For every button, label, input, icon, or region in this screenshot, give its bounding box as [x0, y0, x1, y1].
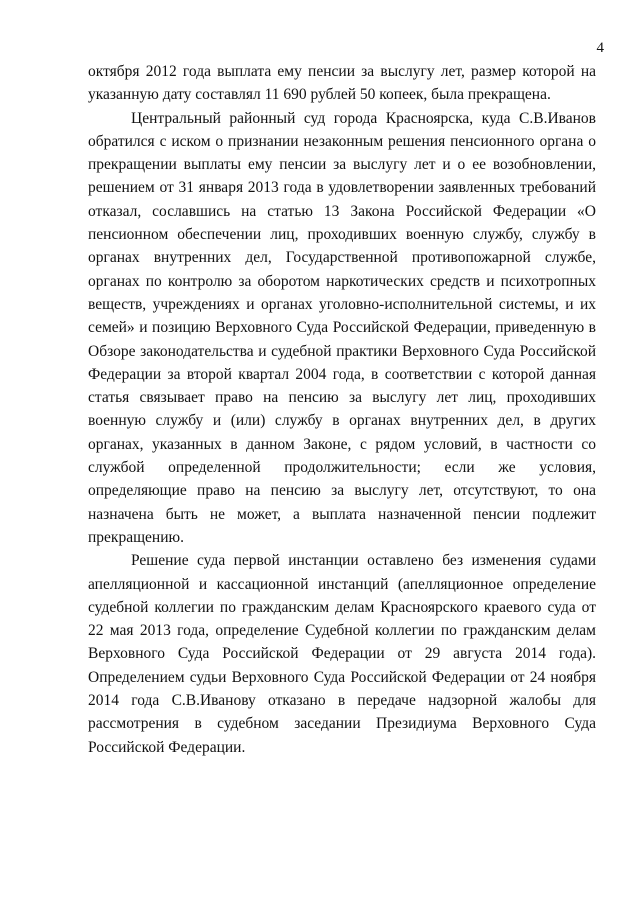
paragraph-district-court-decision: Центральный районный суд города Красноярска, куда С.В.Иванов обратился с иском о признании незаконным решения пенсионного органа о прекращении выплаты ему пенсии за выслугу лет и о ее возобновлении, решением от 31 января 2013 года в удовлетворении заявленных требований отказал, сославшись на статью 13 Закона Российской Федерации «О пенсионном обеспечении лиц, проходивших военную службу, службу в органах внутренних дел, Государственной противопожарной службе, органах по контролю за оборотом наркотических средств и психотропных веществ, учреждениях и органах уголовно-исполнительной системы, и их семей» и позицию Верховного Суда Российской Федерации, приведенную в Обзоре законодательства и судебной практики Верховного Суда Российской Федерации за второй квартал 2004 года, в соответствии с которой данная статья связывает право на пенсию за выслугу лет лиц, проходивших военную службу и (или) службу в органах внутренних дел, в других органах, указанных в данном Законе, с рядом условий, в частности со службой определенной продолжительности; если же условия, определяющие право на пенсию за выслугу лет, отсутствуют, то она назначена быть не может, а выплата назначенной пенсии подлежит прекращению.: [88, 109, 596, 546]
paragraph-pension-termination: октября 2012 года выплата ему пенсии за выслугу лет, размер которой на указанную дату составлял 11 690 рублей 50 копеек, была прекращена.: [88, 63, 596, 104]
paragraph-appeal-decisions: Решение суда первой инстанции оставлено без изменения судами апелляционной и кассационной инстанций (апелляционное определение судебной коллегии по гражданским делам Красноярского краевого суда от 22 мая 2013 года, определение Судебной коллегии по гражданским делам Верховного Суда Российской Федерации от 29 августа 2014 года). Определением судьи Верховного Суда Российской Федерации от 24 ноября 2014 года С.В.Иванову отказано в передаче надзорной жалобы для рассмотрения в судебном заседании Президиума Верховного Суда Российской Федерации.: [88, 552, 596, 756]
document-body: [88, 60, 596, 759]
page-number: 4: [596, 40, 604, 56]
